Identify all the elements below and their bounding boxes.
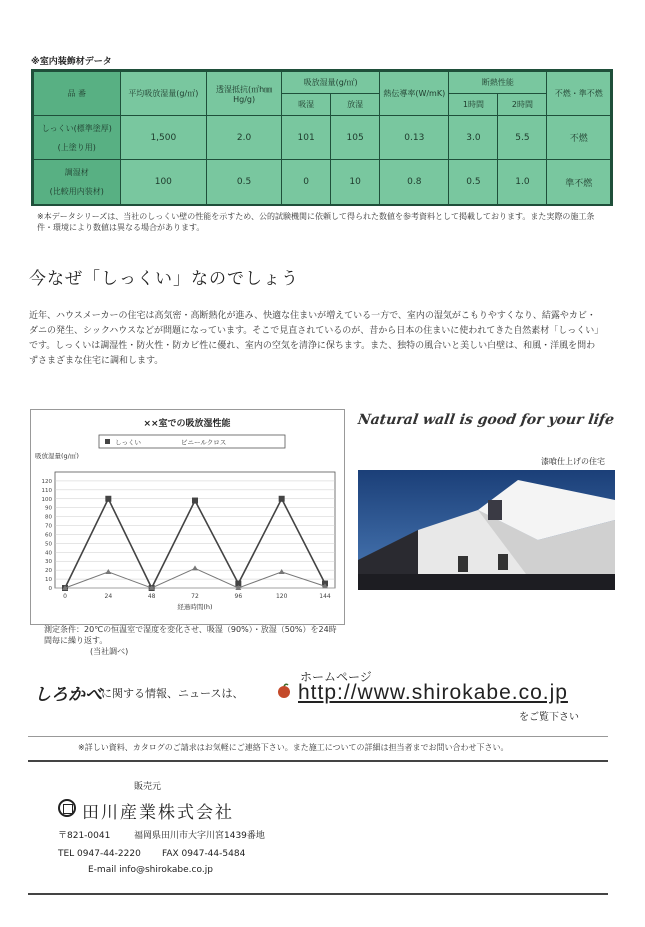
- table-cell: 0.5: [207, 160, 282, 205]
- house-photo: [358, 470, 615, 590]
- company-name: 田川産業株式会社: [82, 803, 234, 823]
- divider: [28, 736, 608, 737]
- x-axis-label: 経過時間(h): [177, 603, 213, 611]
- legend-label-0: しっくい: [115, 438, 141, 447]
- row-label: [34, 116, 121, 160]
- chart-caption: [44, 624, 344, 657]
- y-tick-label: 100: [41, 496, 52, 503]
- y-axis-label: 吸放湿量(g/㎡): [35, 452, 79, 460]
- x-tick-label: 144: [319, 593, 331, 600]
- subheader-1h: 1時間: [449, 94, 498, 116]
- table-row: [34, 160, 611, 205]
- table-cell: 10: [331, 160, 380, 205]
- spec-table: [31, 69, 613, 206]
- x-tick-label: 24: [104, 593, 113, 600]
- table-cell: 0: [282, 160, 331, 205]
- table-row: [34, 116, 611, 160]
- table-title: ※室内装飾材データ: [31, 57, 112, 67]
- table-cell: 準不燃: [547, 160, 611, 205]
- x-tick-label: 48: [147, 593, 156, 600]
- x-tick-label: 0: [63, 593, 67, 600]
- y-tick-label: 30: [45, 559, 52, 566]
- table-cell: 5.5: [498, 116, 547, 160]
- table-cell: 0.8: [380, 160, 449, 205]
- legend-label-1: ビニールクロス: [181, 438, 227, 447]
- header-thermal: 熱伝導率(W/mK): [380, 72, 449, 116]
- table-cell: 1.0: [498, 160, 547, 205]
- y-tick-label: 40: [45, 550, 52, 557]
- subheader-release: 放湿: [331, 94, 380, 116]
- row-label-line: しっくい(標準塗厚): [41, 123, 112, 133]
- data-point: [192, 498, 198, 504]
- x-tick-label: 72: [191, 593, 199, 600]
- house-illustration: [358, 470, 615, 590]
- data-point: [192, 565, 198, 570]
- chart-caption-line: (当社調べ): [90, 647, 129, 656]
- company-tel: TEL 0947-44-2220: [58, 849, 141, 859]
- row-label-line: 調湿材: [64, 168, 89, 177]
- header-insulation: 断熱性能: [449, 72, 547, 94]
- chart-panel: [30, 409, 345, 625]
- row-label-line: (比較用内装材): [49, 187, 104, 196]
- homepage-info-text: に関する情報、ニュースは、: [101, 687, 244, 700]
- company-address: 福岡県田川市大字川宮1439番地: [134, 831, 265, 841]
- seller-label: 販売元: [134, 782, 162, 792]
- apple-icon: [276, 683, 292, 699]
- data-point: [279, 496, 285, 502]
- subheader-absorb: 吸湿: [282, 94, 331, 116]
- table-cell: 0.5: [449, 160, 498, 205]
- divider: [28, 760, 608, 762]
- homepage-link[interactable]: http://www.shirokabe.co.jp: [298, 681, 568, 704]
- subheader-2h: 2時間: [498, 94, 547, 116]
- series-line-1: [65, 568, 325, 588]
- section-heading: 今なぜ「しっくい」なのでしょう: [29, 269, 299, 289]
- y-tick-label: 90: [45, 505, 52, 512]
- table-cell: 100: [120, 160, 207, 205]
- y-tick-label: 50: [45, 541, 52, 548]
- y-tick-label: 10: [45, 577, 52, 584]
- plot-frame: [55, 472, 335, 588]
- table-cell: 101: [282, 116, 331, 160]
- notice-text: ※詳しい資料、カタログのご請求はお気軽にご連絡下さい。また施工についての詳細は担当者までお問い合わせ下さい。: [78, 743, 509, 752]
- chart-caption-line: 測定条件：20℃の恒温室で湿度を変化させ、吸湿（90%）・放湿（50%）を24時間毎に繰り返す。: [44, 625, 337, 645]
- chart-svg: [31, 410, 344, 624]
- table-cell: 1,500: [120, 116, 207, 160]
- company-logo-icon: [58, 799, 76, 817]
- brand-logo: しろかべ: [34, 685, 102, 705]
- header-hinban: 品 番: [34, 72, 121, 116]
- table-cell: 3.0: [449, 116, 498, 160]
- divider: [28, 893, 608, 895]
- table-footnote: ※本データシリーズは、当社のしっくい壁の性能を示すため、公的試験機関に依頼して得られた数値を参考資料として掲載しております。また実際の施工条件・環境により数値は異なる場合があります。: [37, 212, 595, 232]
- legend-marker-0: [105, 439, 110, 444]
- y-tick-label: 20: [45, 568, 52, 575]
- company-postal: 〒821-0041: [58, 831, 111, 841]
- table-cell: 0.13: [380, 116, 449, 160]
- photo-label: 漆喰仕上げの住宅: [541, 457, 605, 466]
- table-cell: 不燃: [547, 116, 611, 160]
- table-cell: 105: [331, 116, 380, 160]
- row-label: [34, 160, 121, 205]
- header-fire: 不燃・準不燃: [547, 72, 611, 116]
- row-label-line: (上塗り用): [57, 142, 96, 152]
- header-resist: 透湿抵抗(㎡h㎜Hg/g): [207, 72, 282, 116]
- company-fax: FAX 0947-44-5484: [162, 849, 246, 859]
- header-avg: 平均吸放湿量(g/㎡): [120, 72, 207, 116]
- table-cell: 2.0: [207, 116, 282, 160]
- y-tick-label: 80: [45, 514, 52, 521]
- chart-title: ××室での吸放湿性能: [143, 419, 231, 429]
- header-absorb: 吸放湿量(g/㎡): [282, 72, 380, 94]
- y-tick-label: 60: [45, 532, 52, 539]
- data-point: [279, 569, 285, 574]
- x-tick-label: 96: [234, 593, 243, 600]
- homepage-label: ホームページ: [300, 670, 372, 684]
- photo-tagline: Natural wall is good for your life: [356, 412, 616, 428]
- section-body: 近年、ハウスメーカーの住宅は高気密・高断熱化が進み、快適な住まいが増えている一方で、室内の湿気がこもりやすくなり、結露やカビ・ダニの発生、シックハウスなどが問題になっています。そこで見直されているのが、昔から日本の住まいに使われてきた自然素材「しっくい」です。しっくいは調湿性・防火性・防カビ性に優れ、室内の空気を清浄に保ちます。また、独特の風合いと美しい白壁は、和風・洋風を問わずさまざまな住宅に調和します。: [29, 311, 599, 366]
- y-tick-label: 70: [45, 523, 52, 530]
- y-tick-label: 110: [41, 487, 52, 494]
- y-tick-label: 0: [48, 586, 52, 592]
- data-point: [105, 496, 111, 502]
- homepage-suffix: をご覧下さい: [519, 712, 579, 723]
- x-tick-label: 120: [275, 593, 288, 600]
- company-email[interactable]: E-mail info@shirokabe.co.jp: [88, 865, 213, 875]
- y-tick-label: 120: [41, 478, 52, 485]
- data-point: [105, 569, 111, 574]
